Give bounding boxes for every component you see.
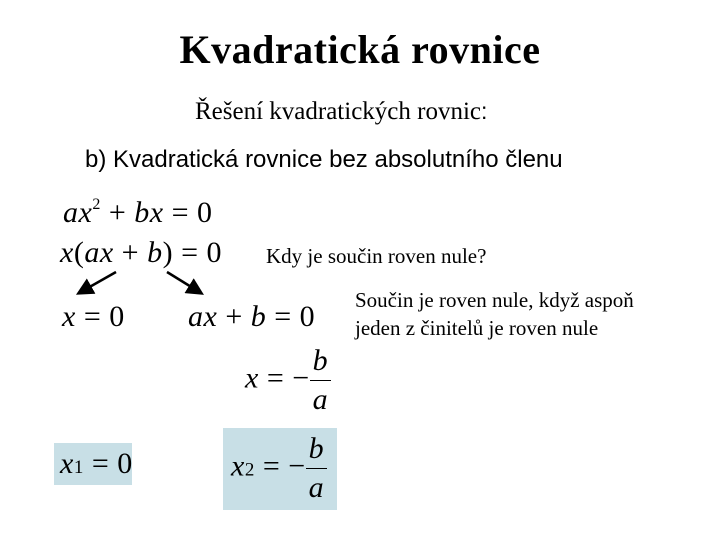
eq2-plus: + bbox=[113, 236, 148, 269]
eq1-bx: bx bbox=[134, 196, 164, 229]
page-title: Kvadratická rovnice bbox=[179, 27, 541, 72]
eq1-plus: + bbox=[100, 196, 135, 229]
x1-subscript: 1 bbox=[73, 457, 84, 478]
x2-denominator: a bbox=[308, 471, 325, 504]
solution-x1-box bbox=[54, 443, 132, 485]
x1-var: x bbox=[60, 447, 74, 480]
arrow-down-left-icon bbox=[79, 272, 116, 293]
eq1-exponent: 2 bbox=[92, 196, 101, 213]
solution-x2 bbox=[231, 430, 327, 507]
solution-x2-box bbox=[223, 428, 337, 510]
answer-text bbox=[355, 286, 634, 342]
x2-subscript: 2 bbox=[244, 459, 255, 481]
x2-var: x bbox=[231, 449, 245, 483]
eq2-open-paren: ( bbox=[73, 236, 85, 269]
x2-fraction bbox=[306, 430, 328, 507]
sol-fraction bbox=[310, 342, 332, 419]
eq1-ax: ax bbox=[63, 196, 93, 229]
x1-equals: = 0 bbox=[83, 447, 133, 480]
left-equals: = 0 bbox=[75, 300, 125, 333]
solution-x1 bbox=[60, 447, 133, 481]
subtitle-colon: : bbox=[481, 98, 488, 124]
equation-solution bbox=[245, 342, 331, 419]
sol-x: x bbox=[245, 361, 259, 395]
sol-numerator: b bbox=[310, 342, 332, 381]
eq2-ax: ax bbox=[84, 236, 114, 269]
answer-line-2: jeden z činitelů je roven nule bbox=[355, 316, 599, 340]
equation-linear-factor bbox=[188, 300, 315, 334]
subtitle-text: Řešení kvadratických rovnic bbox=[195, 98, 482, 125]
left-x: x bbox=[62, 300, 76, 333]
right-b: b bbox=[250, 300, 267, 333]
sol-equals-minus: = − bbox=[258, 361, 310, 395]
x2-numerator: b bbox=[306, 430, 328, 469]
right-plus: + bbox=[217, 300, 251, 333]
right-ax: ax bbox=[188, 300, 218, 333]
eq2-close-equals: ) = 0 bbox=[162, 236, 222, 269]
equation-x-zero bbox=[62, 300, 125, 334]
arrow-down-right-icon bbox=[167, 272, 201, 293]
eq2-b: b bbox=[147, 236, 163, 269]
sol-denominator: a bbox=[312, 383, 329, 416]
eq2-x: x bbox=[60, 236, 74, 269]
x2-equals-minus: = − bbox=[254, 449, 306, 483]
eq1-equals: = 0 bbox=[163, 196, 213, 229]
right-equals: = 0 bbox=[266, 300, 316, 333]
section-heading: b) Kvadratická rovnice bez absolutního členu bbox=[85, 146, 563, 173]
answer-line-1: Součin je roven nule, když aspoň bbox=[355, 288, 634, 312]
question-text: Kdy je součin roven nule? bbox=[266, 244, 487, 268]
